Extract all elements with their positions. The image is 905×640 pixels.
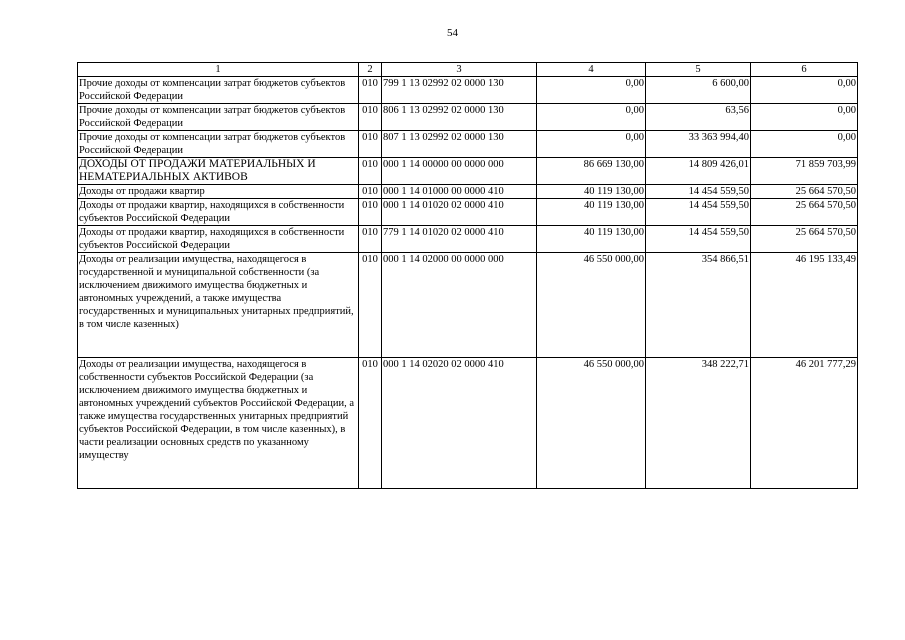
row-col4: 46 550 000,00 <box>537 358 646 489</box>
row-col6: 71 859 703,99 <box>751 158 858 185</box>
table-row <box>78 226 858 253</box>
table-header-row <box>78 63 858 77</box>
row-kbk: 000 1 14 01000 00 0000 410 <box>382 185 537 199</box>
column-header-2: 2 <box>359 63 382 77</box>
row-name: Доходы от реализации имущества, находящегося в государственной и муниципальной собственности (за исключением движимого имущества бюджетных и автономных учреждений, а также имущества государственных и муниципальных унитарных предприятий, в том числе казенных) <box>78 253 359 358</box>
row-kbk: 000 1 14 01020 02 0000 410 <box>382 199 537 226</box>
row-name: Прочие доходы от компенсации затрат бюджетов субъектов Российской Федерации <box>78 77 359 104</box>
row-col5: 14 809 426,01 <box>646 158 751 185</box>
row-col5: 348 222,71 <box>646 358 751 489</box>
table-row <box>78 185 858 199</box>
row-col5: 6 600,00 <box>646 77 751 104</box>
row-name: Доходы от продажи квартир, находящихся в собственности субъектов Российской Федерации <box>78 226 359 253</box>
budget-revenue-table <box>77 62 858 489</box>
table-row <box>78 199 858 226</box>
row-name: ДОХОДЫ ОТ ПРОДАЖИ МАТЕРИАЛЬНЫХ И НЕМАТЕРИАЛЬНЫХ АКТИВОВ <box>78 158 359 185</box>
row-col6: 0,00 <box>751 104 858 131</box>
row-code: 010 <box>359 104 382 131</box>
row-name: Доходы от продажи квартир, находящихся в собственности субъектов Российской Федерации <box>78 199 359 226</box>
row-code: 010 <box>359 131 382 158</box>
row-col4: 40 119 130,00 <box>537 226 646 253</box>
row-col4: 86 669 130,00 <box>537 158 646 185</box>
row-col4: 0,00 <box>537 104 646 131</box>
row-code: 010 <box>359 185 382 199</box>
row-name: Прочие доходы от компенсации затрат бюджетов субъектов Российской Федерации <box>78 104 359 131</box>
row-kbk: 000 1 14 02020 02 0000 410 <box>382 358 537 489</box>
row-col5: 14 454 559,50 <box>646 199 751 226</box>
row-name: Прочие доходы от компенсации затрат бюджетов субъектов Российской Федерации <box>78 131 359 158</box>
row-kbk: 000 1 14 02000 00 0000 000 <box>382 253 537 358</box>
row-col6: 46 195 133,49 <box>751 253 858 358</box>
row-code: 010 <box>359 253 382 358</box>
column-header-3: 3 <box>382 63 537 77</box>
table-row <box>78 104 858 131</box>
row-col5: 14 454 559,50 <box>646 226 751 253</box>
row-col4: 40 119 130,00 <box>537 185 646 199</box>
row-kbk: 799 1 13 02992 02 0000 130 <box>382 77 537 104</box>
row-col5: 354 866,51 <box>646 253 751 358</box>
row-code: 010 <box>359 77 382 104</box>
row-code: 010 <box>359 358 382 489</box>
row-col5: 63,56 <box>646 104 751 131</box>
row-col5: 14 454 559,50 <box>646 185 751 199</box>
table-row <box>78 253 858 358</box>
row-kbk: 000 1 14 00000 00 0000 000 <box>382 158 537 185</box>
column-header-6: 6 <box>751 63 858 77</box>
column-header-4: 4 <box>537 63 646 77</box>
column-header-1: 1 <box>78 63 359 77</box>
row-code: 010 <box>359 158 382 185</box>
row-col4: 0,00 <box>537 77 646 104</box>
row-code: 010 <box>359 226 382 253</box>
column-header-5: 5 <box>646 63 751 77</box>
table-row <box>78 131 858 158</box>
row-col5: 33 363 994,40 <box>646 131 751 158</box>
row-col6: 0,00 <box>751 77 858 104</box>
row-col4: 46 550 000,00 <box>537 253 646 358</box>
table-row <box>78 358 858 489</box>
row-name: Доходы от продажи квартир <box>78 185 359 199</box>
row-col4: 40 119 130,00 <box>537 199 646 226</box>
row-kbk: 807 1 13 02992 02 0000 130 <box>382 131 537 158</box>
row-name: Доходы от реализации имущества, находящегося в собственности субъектов Российской Федерации (за исключением движимого имущества бюджетных и автономных учреждений субъектов Российской Федерации, а также имущества государственных унитарных предприятий субъектов Российской Федерации, в том числе казенных), в части реализации основных средств по указанному имуществу <box>78 358 359 489</box>
row-kbk: 806 1 13 02992 02 0000 130 <box>382 104 537 131</box>
row-code: 010 <box>359 199 382 226</box>
row-col6: 25 664 570,50 <box>751 199 858 226</box>
row-kbk: 779 1 14 01020 02 0000 410 <box>382 226 537 253</box>
table-row <box>78 158 858 185</box>
row-col6: 25 664 570,50 <box>751 226 858 253</box>
page-number: 54 <box>447 27 458 39</box>
row-col6: 46 201 777,29 <box>751 358 858 489</box>
row-col6: 0,00 <box>751 131 858 158</box>
table-row <box>78 77 858 104</box>
row-col4: 0,00 <box>537 131 646 158</box>
row-col6: 25 664 570,50 <box>751 185 858 199</box>
